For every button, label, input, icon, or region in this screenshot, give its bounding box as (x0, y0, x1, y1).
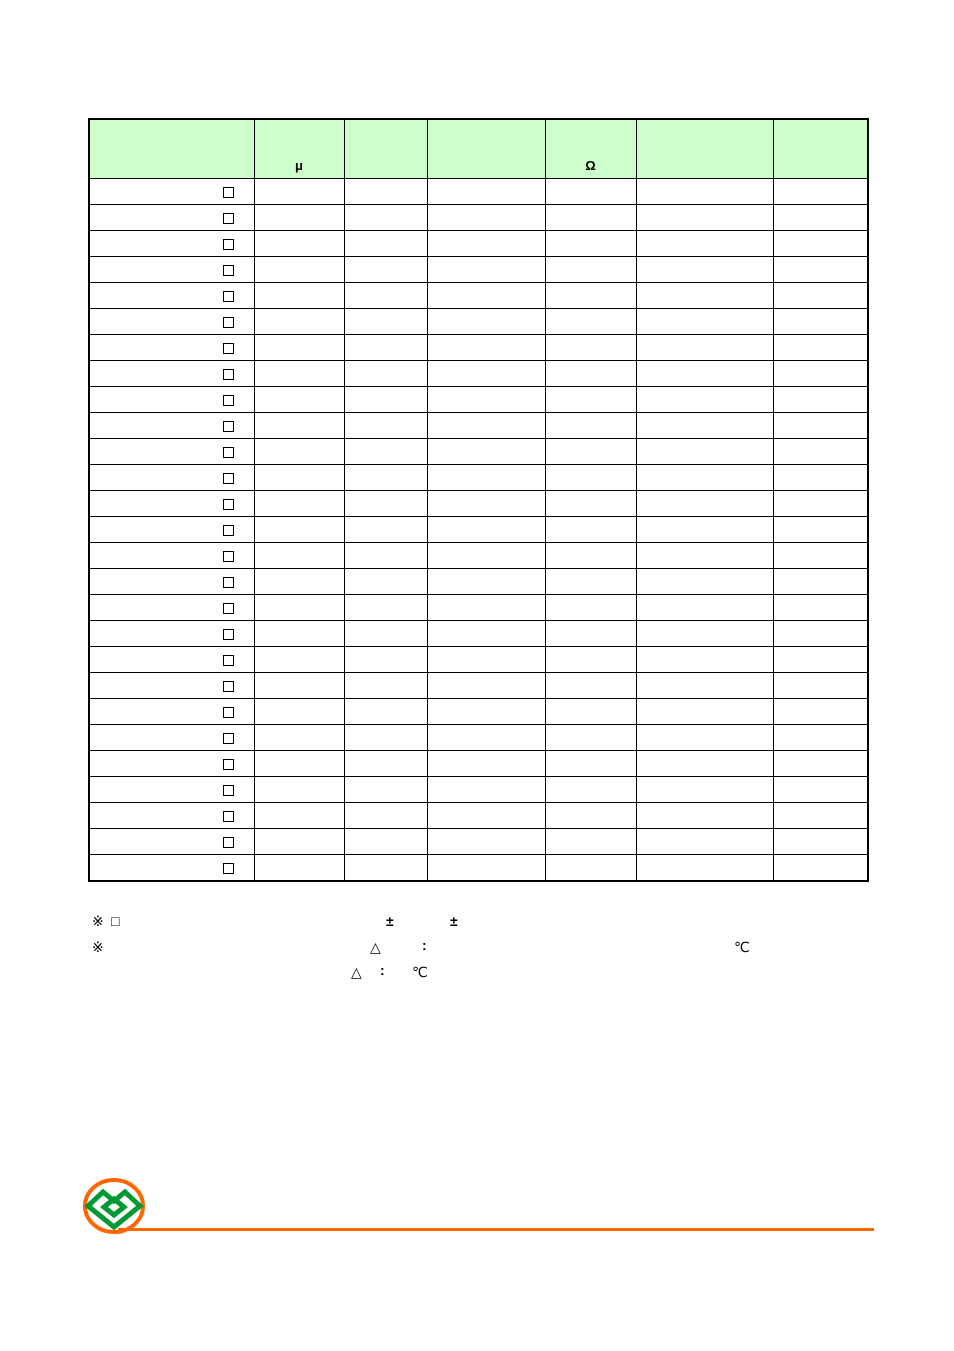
table-cell (344, 777, 427, 803)
placeholder-box-icon (223, 655, 234, 666)
part-number-cell (89, 621, 254, 647)
table-cell (773, 647, 868, 673)
table-cell (545, 491, 636, 517)
table-cell (427, 699, 545, 725)
delta-icon: △ (370, 939, 381, 955)
part-number-cell (89, 231, 254, 257)
table-cell (545, 569, 636, 595)
table-cell (344, 205, 427, 231)
placeholder-box-icon (223, 213, 234, 224)
table-cell (254, 491, 344, 517)
placeholder-box-icon (223, 265, 234, 276)
table-cell (545, 699, 636, 725)
table-cell (344, 543, 427, 569)
table-cell (545, 751, 636, 777)
placeholder-box-icon (223, 291, 234, 302)
placeholder-box-icon (223, 551, 234, 562)
table-cell (254, 517, 344, 543)
table-cell (254, 777, 344, 803)
table-cell (344, 647, 427, 673)
table-cell (636, 335, 773, 361)
table-cell (427, 517, 545, 543)
table-cell (254, 335, 344, 361)
part-number-cell (89, 387, 254, 413)
table-cell (545, 673, 636, 699)
table-cell (636, 569, 773, 595)
table-cell (427, 179, 545, 205)
footnote-mark: ※ (92, 913, 104, 929)
table-cell (545, 413, 636, 439)
delta-icon: △ (351, 964, 362, 980)
part-number-cell (89, 491, 254, 517)
placeholder-box-icon (223, 525, 234, 536)
table-cell (773, 829, 868, 855)
table-cell (344, 595, 427, 621)
table-cell (254, 439, 344, 465)
header-part-number (89, 119, 254, 179)
table-cell (636, 309, 773, 335)
table-row (89, 855, 868, 882)
table-cell (773, 751, 868, 777)
table-row (89, 361, 868, 387)
table-cell (545, 335, 636, 361)
table-cell (545, 725, 636, 751)
table-row (89, 673, 868, 699)
table-cell (254, 673, 344, 699)
table-cell (254, 283, 344, 309)
table-cell (427, 543, 545, 569)
table-cell (545, 647, 636, 673)
table-cell (773, 699, 868, 725)
table-row (89, 595, 868, 621)
table-cell (636, 257, 773, 283)
part-number-cell (89, 283, 254, 309)
part-number-cell (89, 803, 254, 829)
table-cell (427, 621, 545, 647)
table-cell (344, 725, 427, 751)
table-cell (344, 283, 427, 309)
table-cell (773, 309, 868, 335)
footer-rule (118, 1228, 874, 1231)
table-cell (545, 361, 636, 387)
table-cell (545, 205, 636, 231)
table-row (89, 257, 868, 283)
placeholder-box-icon (223, 343, 234, 354)
table-cell (773, 491, 868, 517)
table-cell (545, 231, 636, 257)
part-number-cell (89, 725, 254, 751)
table-cell (344, 803, 427, 829)
table-cell (344, 673, 427, 699)
table-cell (427, 309, 545, 335)
part-number-cell (89, 361, 254, 387)
table-cell (427, 413, 545, 439)
placeholder-box-icon (223, 369, 234, 380)
table-cell (254, 803, 344, 829)
table-cell (254, 751, 344, 777)
table-cell (254, 595, 344, 621)
placeholder-box-icon (223, 629, 234, 640)
footnote-2 (92, 939, 792, 981)
table-cell (344, 569, 427, 595)
placeholder-box-icon (223, 473, 234, 484)
plus-minus-2: ± (450, 913, 458, 929)
header-col-4 (427, 119, 545, 179)
table-cell (636, 179, 773, 205)
table-cell (773, 179, 868, 205)
table-cell (344, 231, 427, 257)
table-cell (773, 387, 868, 413)
part-number-cell (89, 465, 254, 491)
placeholder-box-icon (223, 785, 234, 796)
table-cell (344, 621, 427, 647)
table-cell (427, 855, 545, 882)
table-cell (636, 725, 773, 751)
table-cell (427, 673, 545, 699)
table-cell (545, 803, 636, 829)
placeholder-box-icon (223, 239, 234, 250)
table-cell (773, 283, 868, 309)
table-cell (427, 231, 545, 257)
table-cell (344, 387, 427, 413)
placeholder-box-icon (223, 603, 234, 614)
table-cell (636, 621, 773, 647)
table-cell (427, 387, 545, 413)
table-cell (773, 517, 868, 543)
placeholder-box-icon (223, 421, 234, 432)
table-cell (344, 413, 427, 439)
table-cell (254, 309, 344, 335)
table-cell (427, 595, 545, 621)
table-cell (545, 777, 636, 803)
table-cell (344, 361, 427, 387)
table-cell (427, 361, 545, 387)
table-cell (773, 257, 868, 283)
table-cell (344, 309, 427, 335)
table-cell (427, 777, 545, 803)
placeholder-box-icon (223, 759, 234, 770)
part-number-cell (89, 439, 254, 465)
table-cell (636, 855, 773, 882)
table-cell (636, 777, 773, 803)
table-cell (636, 673, 773, 699)
table-cell (254, 569, 344, 595)
table-cell (773, 621, 868, 647)
table-cell (545, 179, 636, 205)
table-cell (254, 855, 344, 882)
table-cell (254, 465, 344, 491)
tolerance-box-icon: □ (111, 913, 120, 929)
table-cell (773, 465, 868, 491)
table-cell (773, 439, 868, 465)
table-cell (427, 491, 545, 517)
placeholder-box-icon (223, 707, 234, 718)
company-logo-icon (82, 1177, 148, 1235)
table-cell (427, 335, 545, 361)
table-cell (773, 855, 868, 882)
table-cell (636, 439, 773, 465)
table-row (89, 283, 868, 309)
part-number-cell (89, 257, 254, 283)
table-row (89, 491, 868, 517)
footnote-mark: ※ (92, 939, 104, 955)
part-number-cell (89, 543, 254, 569)
table-cell (636, 699, 773, 725)
table-cell (636, 491, 773, 517)
table-cell (427, 283, 545, 309)
table-row (89, 309, 868, 335)
table-cell (344, 699, 427, 725)
table-cell (773, 231, 868, 257)
table-cell (254, 699, 344, 725)
placeholder-box-icon (223, 447, 234, 458)
table-cell (254, 647, 344, 673)
table-cell (773, 361, 868, 387)
table-cell (545, 465, 636, 491)
table-cell (636, 387, 773, 413)
table-row (89, 569, 868, 595)
table-cell (636, 517, 773, 543)
header-col-3 (344, 119, 427, 179)
part-number-cell (89, 517, 254, 543)
table-cell (636, 231, 773, 257)
table-cell (545, 517, 636, 543)
table-body (89, 179, 868, 882)
part-number-cell (89, 647, 254, 673)
table-cell (773, 725, 868, 751)
part-number-cell (89, 751, 254, 777)
table-row (89, 699, 868, 725)
table-row (89, 725, 868, 751)
placeholder-box-icon (223, 499, 234, 510)
placeholder-box-icon (223, 733, 234, 744)
table-cell (636, 283, 773, 309)
placeholder-box-icon (223, 577, 234, 588)
table-cell (427, 439, 545, 465)
table-cell (545, 829, 636, 855)
table-cell (427, 569, 545, 595)
table-cell (344, 465, 427, 491)
table-cell (427, 725, 545, 751)
table-row (89, 205, 868, 231)
table-row (89, 517, 868, 543)
part-number-cell (89, 673, 254, 699)
part-number-cell (89, 569, 254, 595)
part-number-cell (89, 205, 254, 231)
colon-1: : (422, 937, 427, 953)
table-cell (636, 647, 773, 673)
table-cell (773, 335, 868, 361)
table-cell (254, 543, 344, 569)
table-cell (545, 439, 636, 465)
part-number-cell (89, 179, 254, 205)
plus-minus-1: ± (386, 913, 394, 929)
placeholder-box-icon (223, 681, 234, 692)
table-cell (545, 595, 636, 621)
table-row (89, 803, 868, 829)
table-cell (254, 413, 344, 439)
degree-celsius-1: ℃ (734, 939, 750, 955)
placeholder-box-icon (223, 863, 234, 874)
table-cell (427, 803, 545, 829)
table-cell (636, 543, 773, 569)
table-cell (344, 257, 427, 283)
part-number-cell (89, 413, 254, 439)
table-row (89, 543, 868, 569)
table-cell (254, 387, 344, 413)
table-cell (773, 673, 868, 699)
table-row (89, 231, 868, 257)
table-row (89, 465, 868, 491)
part-number-cell (89, 829, 254, 855)
part-number-cell (89, 777, 254, 803)
table-cell (254, 205, 344, 231)
footnote-1 (92, 913, 792, 931)
table-row (89, 439, 868, 465)
table-cell (545, 283, 636, 309)
table-cell (427, 751, 545, 777)
table-cell (254, 829, 344, 855)
table-header-row (89, 119, 868, 179)
table-cell (427, 205, 545, 231)
table-cell (636, 829, 773, 855)
table-cell (545, 309, 636, 335)
table-cell (254, 257, 344, 283)
header-col-7 (773, 119, 868, 179)
table-cell (344, 179, 427, 205)
placeholder-box-icon (223, 187, 234, 198)
table-row (89, 647, 868, 673)
table-cell (636, 205, 773, 231)
part-number-cell (89, 335, 254, 361)
table-cell (344, 335, 427, 361)
placeholder-box-icon (223, 811, 234, 822)
table-cell (427, 647, 545, 673)
table-cell (545, 257, 636, 283)
table-cell (254, 621, 344, 647)
placeholder-box-icon (223, 317, 234, 328)
table-row (89, 829, 868, 855)
table-cell (254, 231, 344, 257)
table-cell (773, 777, 868, 803)
table-cell (773, 569, 868, 595)
table-cell (344, 439, 427, 465)
colon-2: : (380, 962, 385, 978)
table-cell (427, 465, 545, 491)
table-row (89, 621, 868, 647)
table-cell (344, 491, 427, 517)
table-cell (545, 621, 636, 647)
table-row (89, 335, 868, 361)
placeholder-box-icon (223, 837, 234, 848)
part-number-cell (89, 595, 254, 621)
table-row (89, 179, 868, 205)
part-number-cell (89, 699, 254, 725)
table-cell (545, 543, 636, 569)
table-cell (636, 751, 773, 777)
table-cell (636, 465, 773, 491)
table-cell (773, 413, 868, 439)
header-col-6 (636, 119, 773, 179)
table-cell (427, 829, 545, 855)
table-cell (344, 829, 427, 855)
table-cell (773, 543, 868, 569)
table-cell (427, 257, 545, 283)
table-cell (254, 725, 344, 751)
table-cell (545, 387, 636, 413)
degree-celsius-2: ℃ (412, 964, 428, 980)
table-cell (636, 361, 773, 387)
table-cell (344, 751, 427, 777)
table-cell (636, 803, 773, 829)
table-cell (344, 517, 427, 543)
table-cell (254, 179, 344, 205)
part-number-cell (89, 855, 254, 882)
table-cell (773, 595, 868, 621)
part-number-cell (89, 309, 254, 335)
table-cell (773, 205, 868, 231)
header-resistance: Ω (545, 119, 636, 179)
table-cell (636, 413, 773, 439)
spec-table (88, 118, 869, 882)
table-row (89, 413, 868, 439)
header-inductance: μ (254, 119, 344, 179)
placeholder-box-icon (223, 395, 234, 406)
table-cell (773, 803, 868, 829)
table-row (89, 751, 868, 777)
table-cell (344, 855, 427, 882)
table-row (89, 777, 868, 803)
table-row (89, 387, 868, 413)
table-cell (545, 855, 636, 882)
table-cell (636, 595, 773, 621)
table-cell (254, 361, 344, 387)
